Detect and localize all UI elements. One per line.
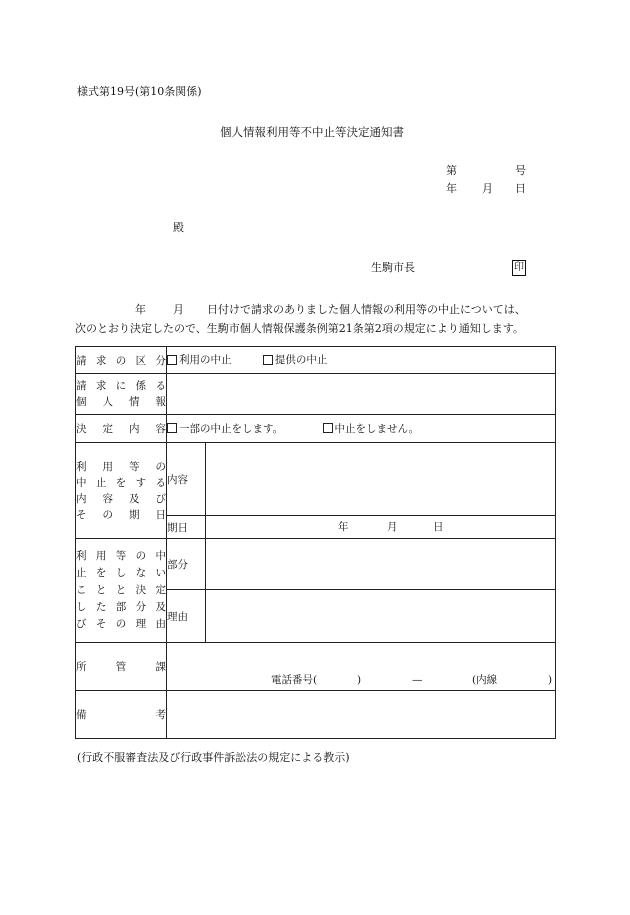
label-remarks: 備 考	[76, 691, 167, 739]
row-decision	[76, 415, 556, 443]
label-request-type: 請 求 の 区 分	[76, 347, 167, 374]
doc-number-dai: 第	[446, 164, 457, 177]
sublabel-content: 内容	[167, 443, 206, 516]
doc-date-month: 月	[482, 182, 493, 195]
row-personal-info	[76, 374, 556, 415]
label-decision: 決 定 内 容	[76, 415, 167, 443]
checkbox-square-icon	[167, 423, 177, 433]
checkbox-square-icon	[323, 423, 333, 433]
label-personal-info: 請 求 に 係 る 個 人 情 報	[76, 374, 167, 415]
value-request-type	[167, 347, 556, 374]
value-decision	[167, 415, 556, 443]
doc-number-go: 号	[515, 164, 526, 177]
decision-table	[75, 346, 556, 739]
phone-dash: —	[412, 673, 423, 686]
sublabel-part: 部分	[167, 539, 206, 590]
phone-close: )	[357, 673, 362, 686]
value-stop-date[interactable]	[206, 516, 556, 539]
value-personal-info[interactable]	[167, 374, 556, 415]
document-title: 個人情報利用等不中止等決定通知書	[220, 125, 404, 139]
body-year: 年	[135, 303, 146, 316]
row-stop-content	[76, 443, 556, 516]
sublabel-date: 期日	[167, 516, 206, 539]
phone-label: 電話番号(	[271, 673, 318, 686]
doc-date-day: 日	[515, 182, 526, 195]
checkbox-partial-stop[interactable]: 一部の中止をします。	[167, 421, 283, 436]
body-line2: 次のとおり決定したので、生駒市個人情報保護条例第21条第2項の規定により通知します。	[75, 322, 524, 335]
form-number: 様式第19号(第10条関係)	[77, 85, 202, 98]
footer-note: (行政不服審査法及び行政事件訴訟法の規定による教示)	[77, 751, 350, 764]
label-department: 所 管 課	[76, 643, 167, 691]
sender-title: 生駒市長	[371, 261, 415, 274]
body-line1: 日付けで請求のありました個人情報の利用等の中止については、	[207, 303, 526, 316]
value-department[interactable]	[167, 643, 556, 691]
doc-date-year: 年	[446, 182, 457, 195]
checkbox-square-icon	[263, 355, 273, 365]
value-remarks[interactable]	[167, 691, 556, 739]
label-not-stop: 利 用 等 の 中 止 を し な い こ と と 決 定 し た 部 分 及 び そ の 理 由	[76, 539, 167, 643]
row-request-type	[76, 347, 556, 374]
body-month: 月	[173, 303, 184, 316]
sublabel-reason: 理由	[167, 590, 206, 643]
date-year: 年	[338, 521, 349, 533]
checkbox-square-icon	[167, 355, 177, 365]
extension-close: )	[548, 673, 553, 686]
row-remarks	[76, 691, 556, 739]
value-not-stop-reason[interactable]	[206, 590, 556, 643]
addressee-dono: 殿	[173, 221, 184, 234]
value-stop-content[interactable]	[206, 443, 556, 516]
seal-stamp-label: 印	[512, 260, 526, 276]
extension-label: (内線	[472, 673, 498, 686]
label-stop-content: 利 用 等 の 中 止 を す る 内 容 及 び そ の 期 日	[76, 443, 167, 539]
date-month: 月	[387, 521, 398, 533]
row-not-stop-part	[76, 539, 556, 590]
seal-stamp	[512, 260, 526, 276]
phone-line	[167, 643, 555, 690]
value-not-stop-part[interactable]	[206, 539, 556, 590]
row-department	[76, 643, 556, 691]
checkbox-provision-stop[interactable]: 提供の中止	[263, 352, 328, 367]
checkbox-use-stop[interactable]: 利用の中止	[167, 352, 232, 367]
date-day: 日	[433, 521, 444, 533]
checkbox-no-stop[interactable]: 中止をしません。	[323, 421, 420, 436]
